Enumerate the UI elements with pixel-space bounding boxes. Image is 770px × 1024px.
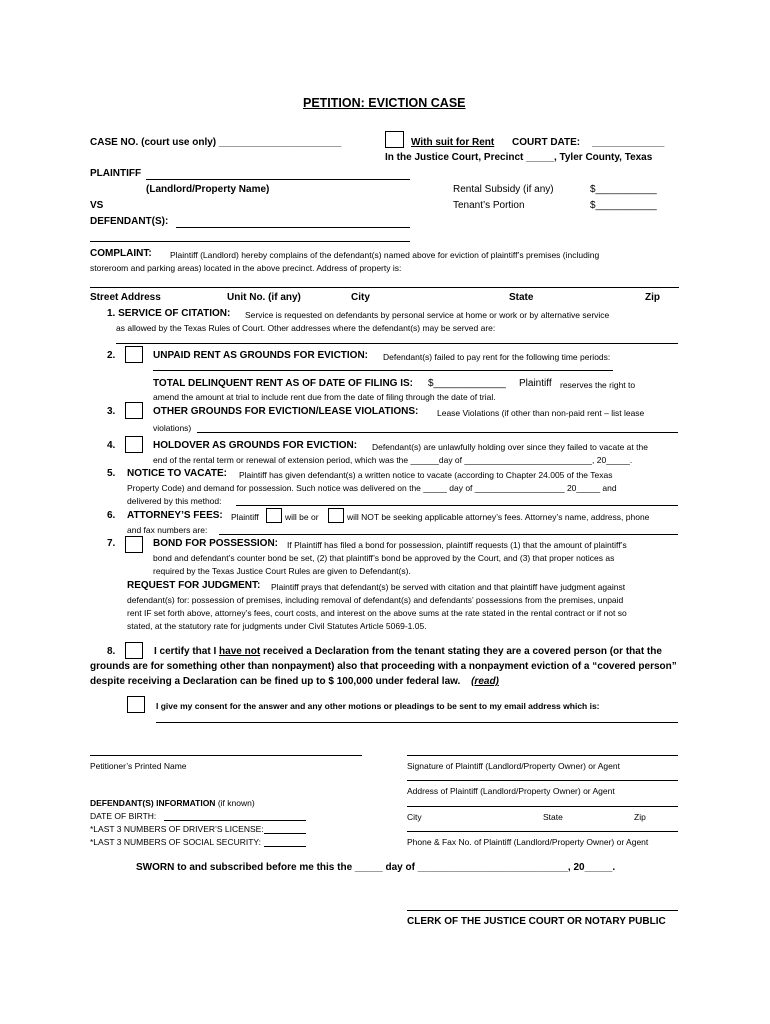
certify-text-3-body: despite receiving a Declaration can be fined up to $ 100,000 under federal law. — [90, 676, 461, 687]
street-address-label: Street Address — [90, 292, 161, 303]
notice-to-vacate-label: NOTICE TO VACATE: — [127, 468, 227, 479]
address-label: Address of Plaintiff (Landlord/Property Owner) or Agent — [407, 786, 615, 796]
other-grounds-text: Lease Violations (if other than non-paid rent – list lease — [437, 408, 645, 418]
other-grounds-checkbox[interactable] — [125, 402, 143, 419]
unpaid-rent-checkbox[interactable] — [125, 346, 143, 363]
attorneys-fees-plaintiff: Plaintiff — [231, 512, 259, 522]
zip-label: Zip — [645, 292, 660, 303]
amend-amount-text: amend the amount at trial to include rent due from the date of filing through the date of trial. — [153, 392, 496, 402]
have-not-text: have not — [219, 646, 261, 657]
holdover-text-2: end of the rental term or renewal of extension period, which was the ______day of ___________________________, 20_____. — [153, 455, 633, 465]
item-7-number: 7. — [107, 538, 116, 549]
defendant-info-heading — [90, 798, 255, 808]
bond-text-3: required by the Texas Justice Court Rules are given to Defendant(s). — [153, 566, 411, 576]
tenant-portion-field[interactable]: $___________ — [590, 200, 657, 211]
phone-fax-label: Phone & Fax No. of Plaintiff (Landlord/Property Owner) or Agent — [407, 837, 649, 847]
attorneys-fees-label: ATTORNEY’S FEES: — [127, 510, 223, 521]
email-consent-checkbox[interactable] — [127, 696, 145, 713]
violations-field[interactable] — [197, 432, 678, 433]
item-5-number: 5. — [107, 468, 116, 479]
printed-name-field[interactable] — [90, 755, 362, 756]
with-suit-for-rent-label: With suit for Rent — [411, 137, 495, 148]
dob-field[interactable] — [164, 820, 306, 821]
case-no-label: CASE NO. (court use only) ______________________ — [90, 137, 342, 148]
address-field[interactable] — [407, 780, 678, 781]
bond-text: If Plaintiff has filed a bond for possession, plaintiff requests (1) that the amount of plaintiff’s — [287, 540, 627, 550]
clerk-signature-field[interactable] — [407, 910, 678, 911]
violations-label: violations) — [153, 423, 192, 433]
state-label: State — [509, 292, 534, 303]
request-for-judgment-text-4: stated, at the statutory rate for judgments under Civil Statutes Article 5069-1.05. — [127, 621, 427, 631]
item-4-number: 4. — [107, 440, 116, 451]
request-for-judgment-text: Plaintiff prays that defendant(s) be served with citation and that plaintiff have judgment against — [271, 582, 626, 592]
item-3-number: 3. — [107, 406, 116, 417]
notice-to-vacate-text-2: Property Code) and demand for possession. Such notice was delivered on the _____ day of ___________________ 20_____ and — [127, 483, 617, 493]
email-consent-label: I give my consent for the answer and any other motions or pleadings to be sent to my email address which is: — [156, 701, 600, 711]
state-sublabel: State — [543, 812, 563, 822]
complaint-text: Plaintiff (Landlord) hereby complains of the defendant(s) named above for eviction of plaintiff’s premises (including — [170, 250, 600, 260]
total-delinquent-rent-field[interactable]: $_____________ — [428, 378, 506, 389]
other-addresses-field[interactable] — [116, 343, 678, 344]
holdover-checkbox[interactable] — [125, 436, 143, 453]
defendants-label: DEFENDANT(S): — [90, 216, 169, 227]
will-not-seek-text: will NOT be seeking applicable attorney’s fees. Attorney’s name, address, phone — [347, 512, 650, 522]
drivers-license-field[interactable] — [264, 833, 306, 834]
item-2-number: 2. — [107, 350, 116, 361]
will-seek-fees-checkbox[interactable] — [266, 508, 282, 523]
other-grounds-label: OTHER GROUNDS FOR EVICTION/LEASE VIOLATIONS: — [153, 406, 419, 417]
delivery-method-field[interactable] — [236, 505, 678, 506]
complaint-label: COMPLAINT: — [90, 248, 152, 259]
will-be-or-text: will be or — [285, 512, 319, 522]
email-address-field[interactable] — [156, 722, 678, 723]
reserves-right-text: reserves the right to — [560, 380, 636, 390]
phone-fax-field[interactable] — [407, 831, 678, 832]
holdover-text: Defendant(s) are unlawfully holding over since they failed to vacate at the — [372, 442, 648, 452]
bond-for-possession-checkbox[interactable] — [125, 536, 143, 553]
time-periods-field[interactable] — [153, 370, 613, 371]
service-of-citation-label: 1. SERVICE OF CITATION: — [107, 308, 231, 319]
justice-court-precinct: In the Justice Court, Precinct _____, Tyler County, Texas — [385, 152, 653, 163]
item-6-number: 6. — [107, 510, 116, 521]
unpaid-rent-text: Defendant(s) failed to pay rent for the following time periods: — [383, 352, 611, 362]
plaintiff-sublabel: (Landlord/Property Name) — [146, 184, 270, 195]
certify-text-3 — [90, 676, 499, 687]
attorney-contact-label: and fax numbers are: — [127, 525, 208, 535]
plaintiff-reserves-word: Plaintiff — [519, 378, 552, 389]
notice-to-vacate-text: Plaintiff has given defendant(s) a written notice to vacate (according to Chapter 24.005 of the Texas — [239, 470, 613, 480]
if-known-label: (if known) — [217, 798, 255, 808]
city-label: City — [351, 292, 370, 303]
request-for-judgment-text-3: rent IF set forth above, attorney’s fees, court costs, and interest on the above sums at the rate stated in the rental contract or if not so — [127, 608, 627, 618]
zip-sublabel: Zip — [634, 812, 646, 822]
service-of-citation-text: Service is requested on defendants by personal service at home or work or by alternative service — [245, 310, 610, 320]
read-link[interactable]: (read) — [471, 676, 499, 687]
request-for-judgment-label: REQUEST FOR JUDGMENT: — [127, 580, 261, 591]
social-security-label: *LAST 3 NUMBERS OF SOCIAL SECURITY: — [90, 837, 261, 847]
printed-name-label: Petitioner’s Printed Name — [90, 761, 187, 771]
defendants-field-2[interactable] — [90, 241, 410, 242]
certify-text-start — [154, 646, 662, 657]
rental-subsidy-label: Rental Subsidy (if any) — [453, 184, 554, 195]
vs-label: VS — [90, 200, 104, 211]
signature-label: Signature of Plaintiff (Landlord/Property Owner) or Agent — [407, 761, 620, 771]
holdover-label: HOLDOVER AS GROUNDS FOR EVICTION: — [153, 440, 358, 451]
property-address-field[interactable] — [90, 287, 679, 288]
certify-declaration-checkbox[interactable] — [125, 642, 143, 659]
service-of-citation-text-2: as allowed by the Texas Rules of Court. Other addresses where the defendant(s) may be served are: — [116, 323, 496, 333]
drivers-license-label: *LAST 3 NUMBERS OF DRIVER’S LICENSE: — [90, 824, 264, 834]
complaint-text-2: storeroom and parking areas) located in the above precinct. Address of property is: — [90, 263, 402, 273]
request-for-judgment-text-2: defendant(s) for: possession of premises, including removal of defendant(s) and defendants’ possessions from the premises, unpaid — [127, 595, 624, 605]
defendant-info-label: DEFENDANT(S) INFORMATION — [90, 798, 216, 808]
bond-for-possession-label: BOND FOR POSSESSION: — [153, 538, 279, 549]
unpaid-rent-label: UNPAID RENT AS GROUNDS FOR EVICTION: — [153, 350, 369, 361]
signature-field[interactable] — [407, 755, 678, 756]
clerk-label: CLERK OF THE JUSTICE COURT OR NOTARY PUBLIC — [407, 916, 666, 927]
unit-no-label: Unit No. (if any) — [227, 292, 301, 303]
city-state-zip-field[interactable] — [407, 806, 678, 807]
court-date-label: COURT DATE: — [512, 137, 581, 148]
certify-text-a: I certify that I — [154, 646, 217, 657]
attorney-contact-field[interactable] — [219, 534, 678, 535]
with-suit-for-rent-checkbox[interactable] — [385, 131, 404, 148]
bond-text-2: bond and defendant’s counter bond be set, (2) that plaintiff’s bond be approved by the Court, and (3) that proper notices as — [153, 553, 615, 563]
total-delinquent-rent-label: TOTAL DELINQUENT RENT AS OF DATE OF FILING IS: — [153, 378, 413, 389]
rental-subsidy-field[interactable]: $___________ — [590, 184, 657, 195]
plaintiff-label: PLAINTIFF — [90, 168, 142, 179]
court-date-field[interactable]: _____________ — [592, 137, 665, 148]
city-sublabel: City — [407, 812, 422, 822]
social-security-field[interactable] — [264, 846, 306, 847]
will-not-seek-fees-checkbox[interactable] — [328, 508, 344, 523]
item-8-number: 8. — [107, 646, 116, 657]
defendants-field[interactable] — [176, 227, 410, 228]
tenant-portion-label: Tenant’s Portion — [453, 200, 525, 211]
certify-text-2: grounds are for something other than nonpayment) also that proceeding with a nonpayment eviction of a “covered person” — [90, 661, 677, 672]
plaintiff-field[interactable] — [146, 179, 410, 180]
sworn-statement: SWORN to and subscribed before me this the _____ day of ___________________________, 20_____. — [136, 862, 616, 873]
page-title: PETITION: EVICTION CASE — [303, 96, 466, 110]
dob-label: DATE OF BIRTH: — [90, 811, 157, 821]
certify-text-b: received a Declaration from the tenant stating they are a covered person (or that the — [262, 646, 662, 657]
delivery-method-label: delivered by this method: — [127, 496, 222, 506]
